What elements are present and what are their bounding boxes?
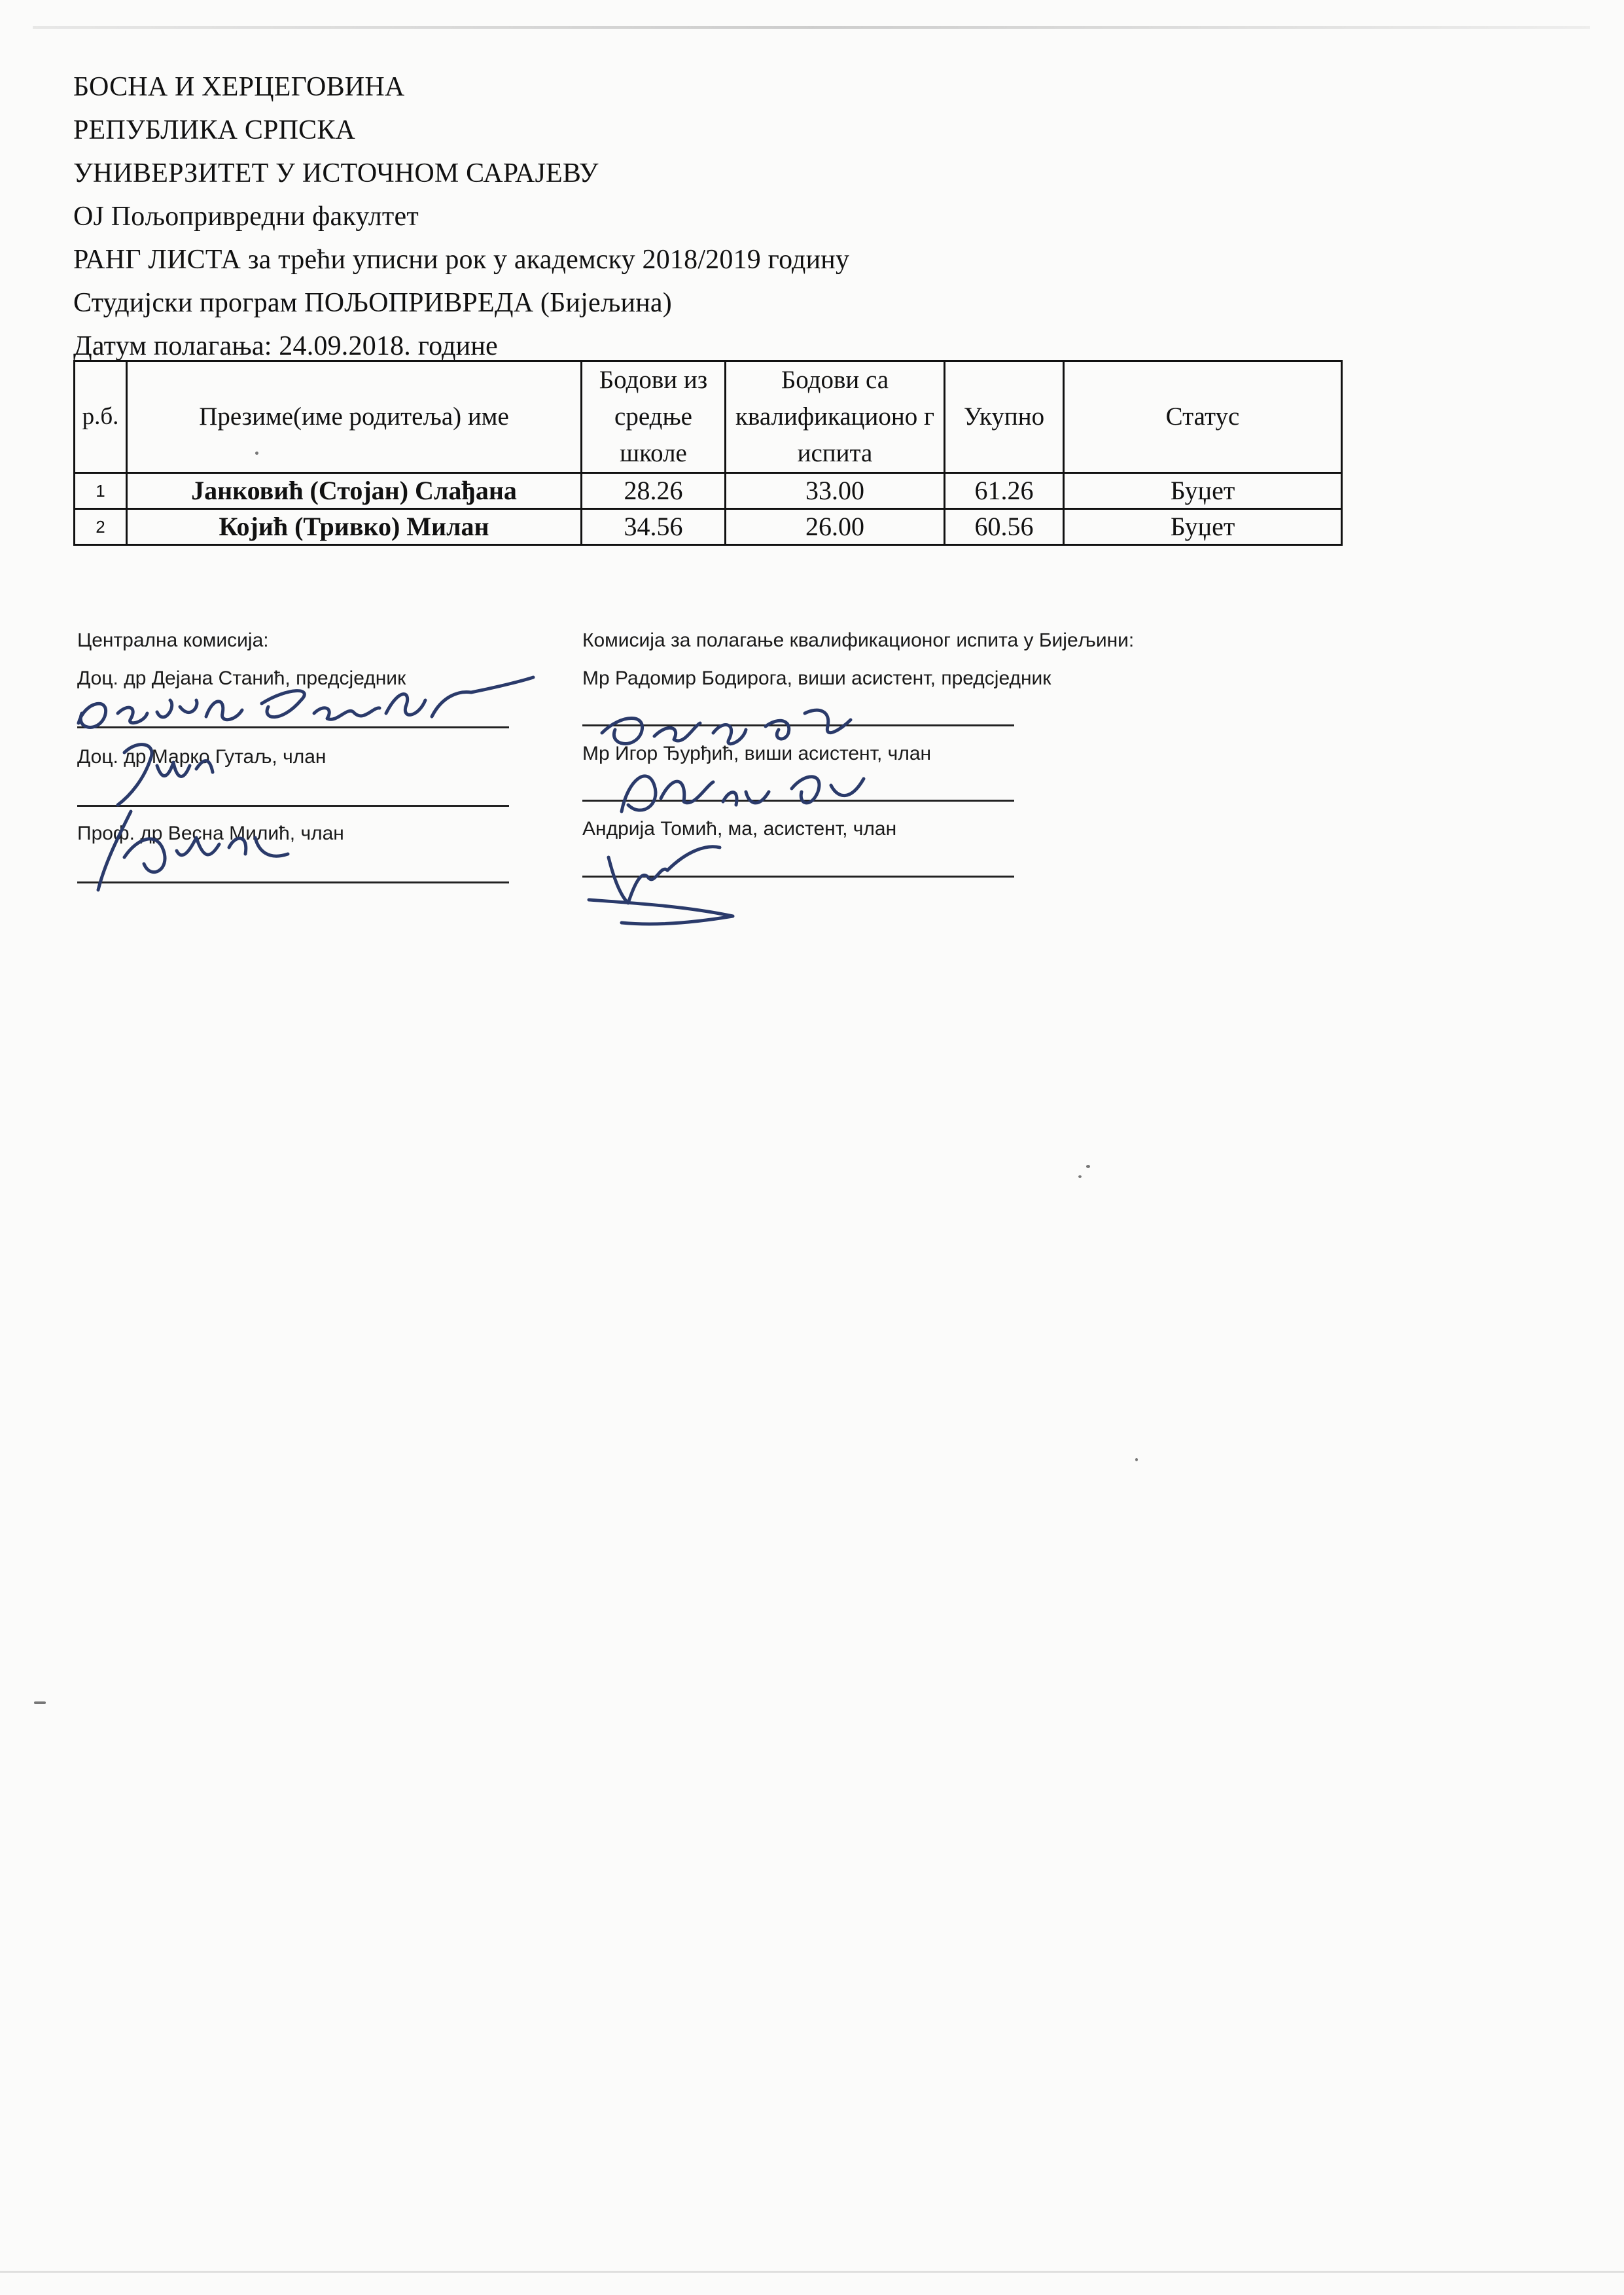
central-commission-member: Доц. др Марко Гутаљ, члан [77,746,327,768]
exam-points: 26.00 [726,509,945,545]
total-points: 60.56 [945,509,1064,545]
scan-speck [1135,1458,1138,1461]
candidate-name: Јанковић (Стојан) Слађана [127,473,582,509]
signature-bodiroga [582,687,857,759]
candidate-name: Којић (Тривко) Милан [127,509,582,545]
exam-commission-heading: Комисија за полагање квалификационог испита у Бијељини: [582,630,1135,651]
status: Буџет [1064,473,1342,509]
signature-milic [79,798,314,897]
exam-commission-member: Андрија Томић, ма, асистент, члан [582,818,897,840]
school-points: 28.26 [582,473,726,509]
column-header-name: Презиме(име родитеља) име [127,361,582,473]
table-row [75,473,1342,509]
signature-stanic [65,661,537,739]
document-title: РАНГ ЛИСТА за трећи уписни рок у академску 2018/2019 годину [73,245,850,275]
scan-edge-top [33,26,1590,29]
central-commission-chair: Доц. др Дејана Станић, предсједник [77,667,406,689]
scan-edge-bottom [0,2271,1624,2273]
study-program-line: Студијски програм ПОЉОПРИВРЕДА (Бијељина) [73,288,672,318]
column-header-total: Укупно [945,361,1064,473]
document-header [73,65,1186,368]
scan-speck [1078,1175,1082,1178]
column-header-exam-points: Бодови са квалификационо г испита [726,361,945,473]
status: Буџет [1064,509,1342,545]
signature-djurdjic [602,753,877,825]
signature-tomic [582,825,779,936]
exam-date-line: Датум полагања: 24.09.2018. године [73,331,498,361]
school-points: 34.56 [582,509,726,545]
faculty-line: ОЈ Пољопривредни факултет [73,202,419,232]
exam-commission-chair: Мр Радомир Бодирога, виши асистент, предсједник [582,667,1051,689]
row-number: 2 [75,509,127,545]
column-header-school-points: Бодови из средње школе [582,361,726,473]
scan-speck [255,452,258,455]
ranking-table [73,360,1343,546]
central-commission-heading: Централна комисија: [77,630,269,651]
table-row [75,509,1342,545]
column-header-status: Статус [1064,361,1342,473]
exam-commission-member: Мр Игор Ђурђић, виши асистент, члан [582,743,932,764]
exam-points: 33.00 [726,473,945,509]
row-number: 1 [75,473,127,509]
total-points: 61.26 [945,473,1064,509]
entity-line: РЕПУБЛИКА СРПСКА [73,115,356,145]
university-line: УНИВЕРЗИТЕТ У ИСТОЧНОМ САРАЈЕВУ [73,158,599,188]
scan-speck [1086,1165,1090,1168]
central-commission-member: Проф. др Весна Милић, члан [77,823,344,844]
column-header-number: р.б. [75,361,127,473]
country-line: БОСНА И ХЕРЦЕГОВИНА [73,72,405,102]
scan-speck [34,1701,46,1704]
table-header-row [75,361,1342,473]
